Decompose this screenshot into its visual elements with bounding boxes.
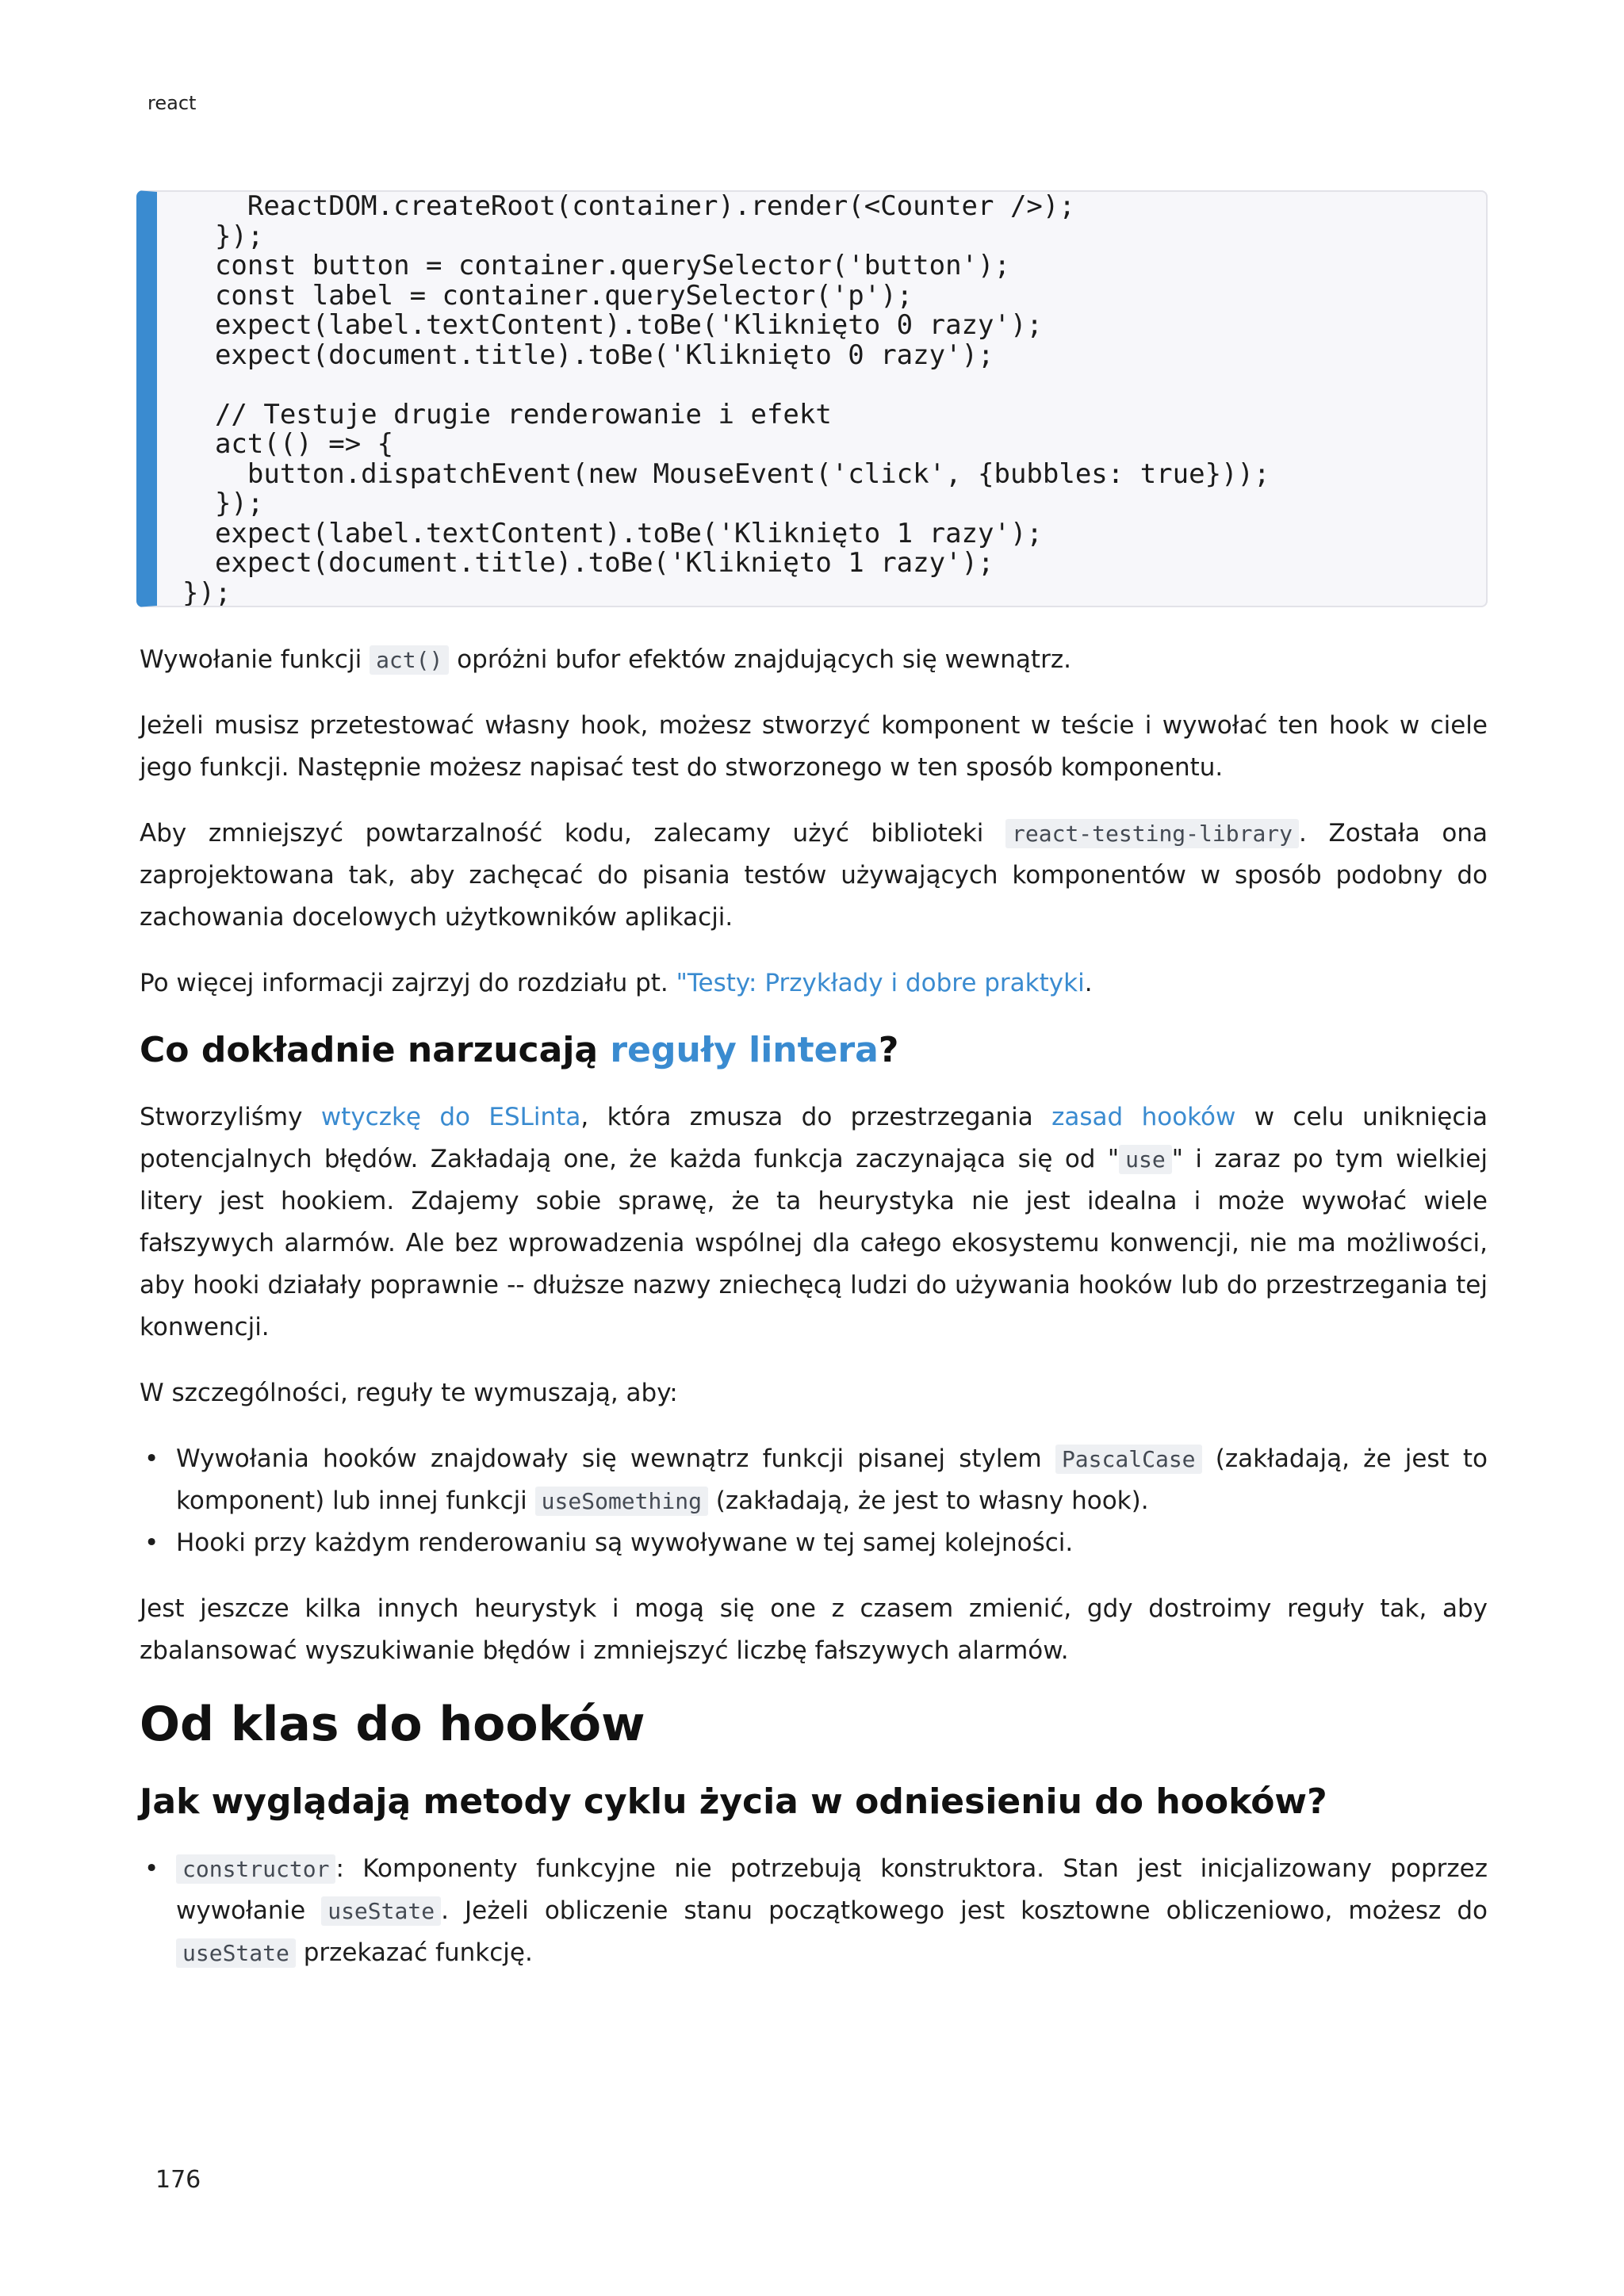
inline-code: PascalCase — [1055, 1445, 1202, 1474]
code-line: button.dispatchEvent(new MouseEvent('click', {bubbles: true})); — [182, 457, 1270, 490]
bullet-icon: • — [144, 1854, 159, 1883]
text-run: Stworzyliśmy — [140, 1103, 321, 1131]
code-line: expect(document.title).toBe('Kliknięto 0 razy'); — [182, 339, 994, 371]
eslint-plugin-link[interactable]: wtyczkę do ESLinta — [320, 1103, 581, 1131]
code-line: }); — [182, 488, 264, 519]
lifecycle-list — [140, 1848, 1488, 1974]
heading-classes-to-hooks: Od klas do hooków — [140, 1697, 645, 1752]
text-run: . Została ona zaprojektowana tak, aby zachęcać do pisania testów używających komponentów w sposób podobny do zachowania docelowych użytkowników aplikacji. — [140, 819, 1488, 932]
hooks-rules-link[interactable]: zasad hooków — [1051, 1103, 1236, 1131]
text-run: w celu uniknięcia potencjalnych błędów. Zakładają one, że każda funkcja zaczynająca się od " — [140, 1103, 1488, 1173]
list-item — [140, 1438, 1488, 1522]
text-run: (zakładają, że jest to własny hook). — [707, 1487, 1149, 1515]
text-run: opróżni bufor efektów znajdujących się wewnątrz. — [449, 645, 1071, 674]
code-line: const button = container.querySelector('button'); — [182, 250, 1010, 281]
page-number: 176 — [155, 2166, 201, 2194]
text-run: " i zaraz po tym wielkiej litery jest hookiem. Zdajemy sobie sprawę, że ta heurystyka nie jest idealna i może wywołać wiele fałszywych alarmów. Ale bez wprowadzenia wspólnej dla całego ekosystemu konwencji, nie ma możliwości, aby hooki działały poprawnie -- dłuższe nazwy zniechęcą ludzi do używania hooków lub do przestrzegania tej konwencji. — [140, 1145, 1488, 1341]
list-item — [140, 1522, 1488, 1564]
code-line: expect(label.textContent).toBe('Kliknięto 0 razy'); — [182, 309, 1043, 341]
code-line: const label = container.querySelector('p'); — [182, 279, 914, 312]
text-run: . — [1084, 969, 1093, 997]
text-run: przekazać funkcję. — [295, 1938, 533, 1967]
text-run: Po więcej informacji zajrzyj do rozdziału pt. — [140, 969, 676, 997]
inline-code: useState — [321, 1896, 441, 1926]
inline-code: act() — [370, 645, 449, 675]
text-run: : Komponenty funkcyjne nie potrzebują konstruktora. Stan jest inicjalizowany poprzez wywołanie — [176, 1854, 1488, 1925]
paragraph-custom-hook: Jeżeli musisz przetestować własny hook, możesz stworzyć komponent w teście i wywołać ten hook w ciele jego funkcji. Następnie możesz napisać test do stworzonego w ten sposób komponentu. — [140, 711, 1488, 782]
code-line: expect(document.title).toBe('Kliknięto 1 razy'); — [182, 547, 994, 579]
bullet-icon: • — [144, 1529, 159, 1557]
paragraph-eslint-plugin — [140, 1096, 1488, 1349]
inline-code: use — [1119, 1145, 1172, 1174]
paragraph-more-info — [140, 962, 1488, 1004]
linter-rules-link[interactable]: reguły lintera — [610, 1030, 879, 1070]
list-item — [140, 1848, 1488, 1974]
paragraph-other-heuristics: Jest jeszcze kilka innych heurystyk i mogą się one z czasem zmienić, gdy dostroimy reguły tak, aby zbalansować wyszukiwanie błędów i zmniejszyć liczbę fałszywych alarmów. — [140, 1594, 1488, 1665]
code-line: }); — [182, 220, 264, 252]
inline-code: react-testing-library — [1005, 819, 1299, 848]
text-run: , która zmusza do przestrzegania — [580, 1103, 1052, 1131]
heading-linter-rules — [140, 1028, 1488, 1073]
text-run: Wywołania hooków znajdowały się wewnątrz funkcji pisanej stylem — [176, 1445, 1055, 1473]
code-line: }); — [182, 576, 232, 607]
code-line: act(() => { — [182, 428, 394, 460]
inline-code: useSomething — [535, 1487, 708, 1516]
code-line: // Testuje drugie renderowanie i efekt — [182, 398, 832, 430]
heading-lifecycle: Jak wyglądają metody cyklu życia w odniesieniu do hooków? — [140, 1781, 1327, 1822]
paragraph-rules-enforce: W szczególności, reguły te wymuszają, aby: — [140, 1379, 678, 1407]
paragraph-testing-library — [140, 813, 1488, 939]
inline-code: useState — [176, 1938, 296, 1968]
inline-code: constructor — [176, 1854, 335, 1884]
paragraph-act — [140, 639, 1488, 681]
text-run: (zakładają, że jest to komponent) lub innej funkcji — [176, 1445, 1488, 1515]
rules-list — [140, 1438, 1488, 1564]
code-line: expect(label.textContent).toBe('Kliknięto 1 razy'); — [182, 517, 1043, 549]
text-run: ? — [878, 1030, 899, 1070]
code-listing — [182, 192, 1270, 607]
testing-recipes-link[interactable]: "Testy: Przykłady i dobre praktyki — [676, 969, 1085, 997]
text-run: Hooki przy każdym renderowaniu są wywoływane w tej samej kolejności. — [176, 1529, 1074, 1557]
text-run: Co dokładnie narzucają — [140, 1030, 611, 1070]
code-block — [136, 190, 1488, 607]
code-line: ReactDOM.createRoot(container).render(<Counter />); — [182, 190, 1075, 222]
text-run: . Jeżeli obliczenie stanu początkowego jest kosztowne obliczeniowo, możesz do — [441, 1896, 1488, 1925]
main-content — [140, 639, 1488, 1998]
bullet-icon: • — [144, 1445, 159, 1473]
text-run: Aby zmniejszyć powtarzalność kodu, zalecamy użyć biblioteki — [140, 819, 1006, 848]
code-line — [182, 370, 1270, 400]
running-header: react — [147, 92, 197, 114]
text-run: Wywołanie funkcji — [140, 645, 370, 674]
